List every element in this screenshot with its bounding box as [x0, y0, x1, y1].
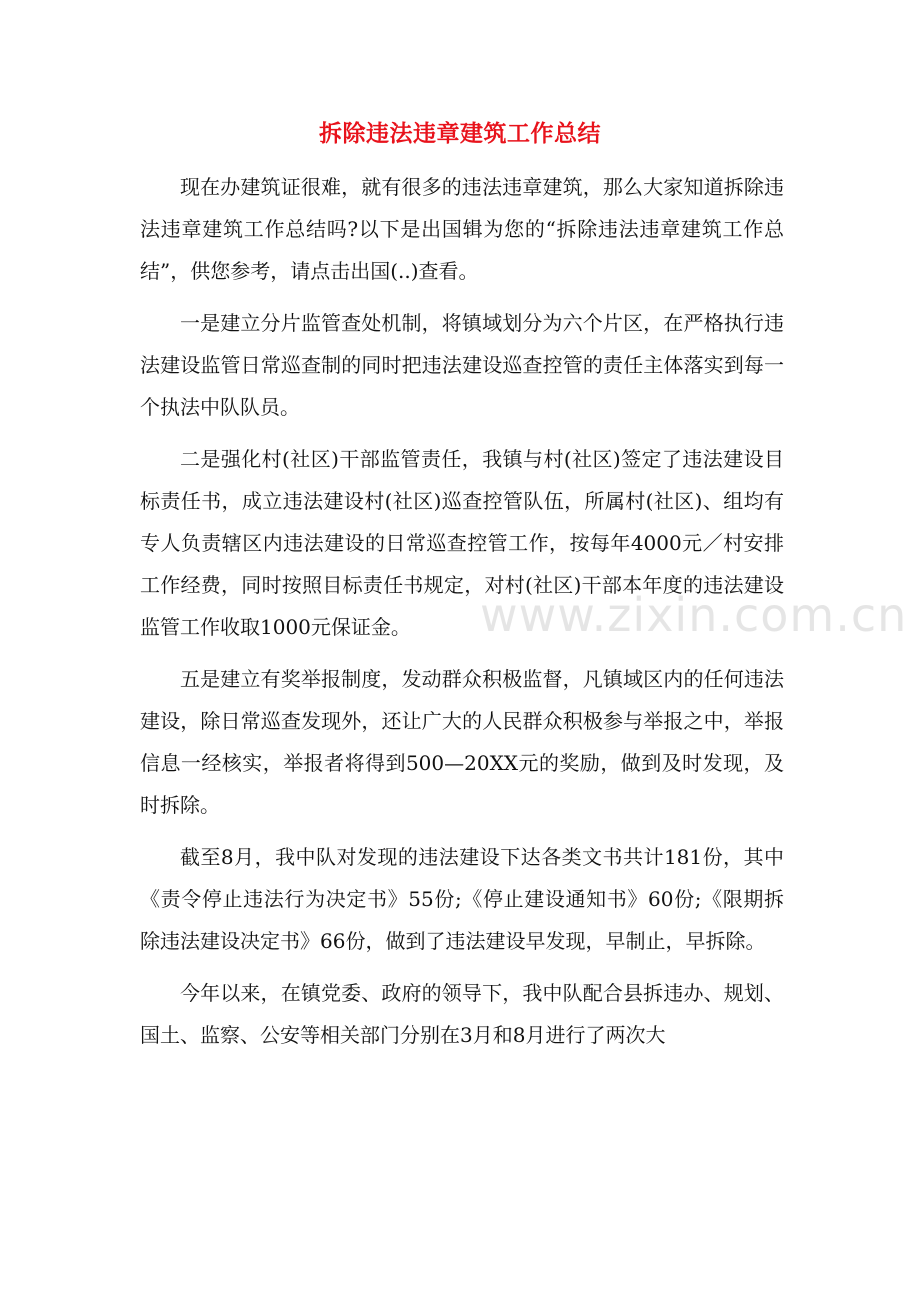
paragraph-item-2: 二是强化村(社区)干部监管责任，我镇与村(社区)签定了违法建设目标责任书，成立违法建设村(社区)巡查控管队伍，所属村(社区)、组均有专人负责辖区内违法建设的日常巡查控管工作，按每年4000元／村安排工作经费，同时按照目标责任书规定，对村(社区)干部本年度的违法建设监管工作收取1000元保证金。 — [140, 447, 784, 639]
document-body — [140, 166, 784, 1066]
paragraph-joint-action: 今年以来，在镇党委、政府的领导下，我中队配合县拆违办、规划、国土、监察、公安等相关部门分别在3月和8月进行了两次大 — [140, 981, 784, 1047]
paragraph-item-5: 五是建立有奖举报制度，发动群众积极监督，凡镇域区内的任何违法建设，除日常巡查发现外，还让广大的人民群众积极参与举报之中，举报信息一经核实，举报者将得到500—20XX元的奖励，做到及时发现，及时拆除。 — [140, 667, 784, 817]
document-title: 拆除违法违章建筑工作总结 — [319, 120, 601, 147]
watermark: www.zixin.com.cn — [480, 588, 908, 642]
paragraph-intro: 现在办建筑证很难，就有很多的违法违章建筑，那么大家知道拆除违法违章建筑工作总结吗?以下是出国辑为您的“拆除违法违章建筑工作总结”，供您参考，请点击出国(..)查看。 — [140, 175, 784, 283]
paragraph-statistics: 截至8月，我中队对发现的违法建设下达各类文书共计181份，其中《责令停止违法行为决定书》55份;《停止建设通知书》60份;《限期拆除违法建设决定书》66份，做到了违法建设早发现，早制止，早拆除。 — [140, 845, 784, 953]
paragraph-item-1: 一是建立分片监管查处机制，将镇域划分为六个片区，在严格执行违法建设监管日常巡查制的同时把违法建设巡查控管的责任主体落实到每一个执法中队队员。 — [140, 311, 784, 419]
